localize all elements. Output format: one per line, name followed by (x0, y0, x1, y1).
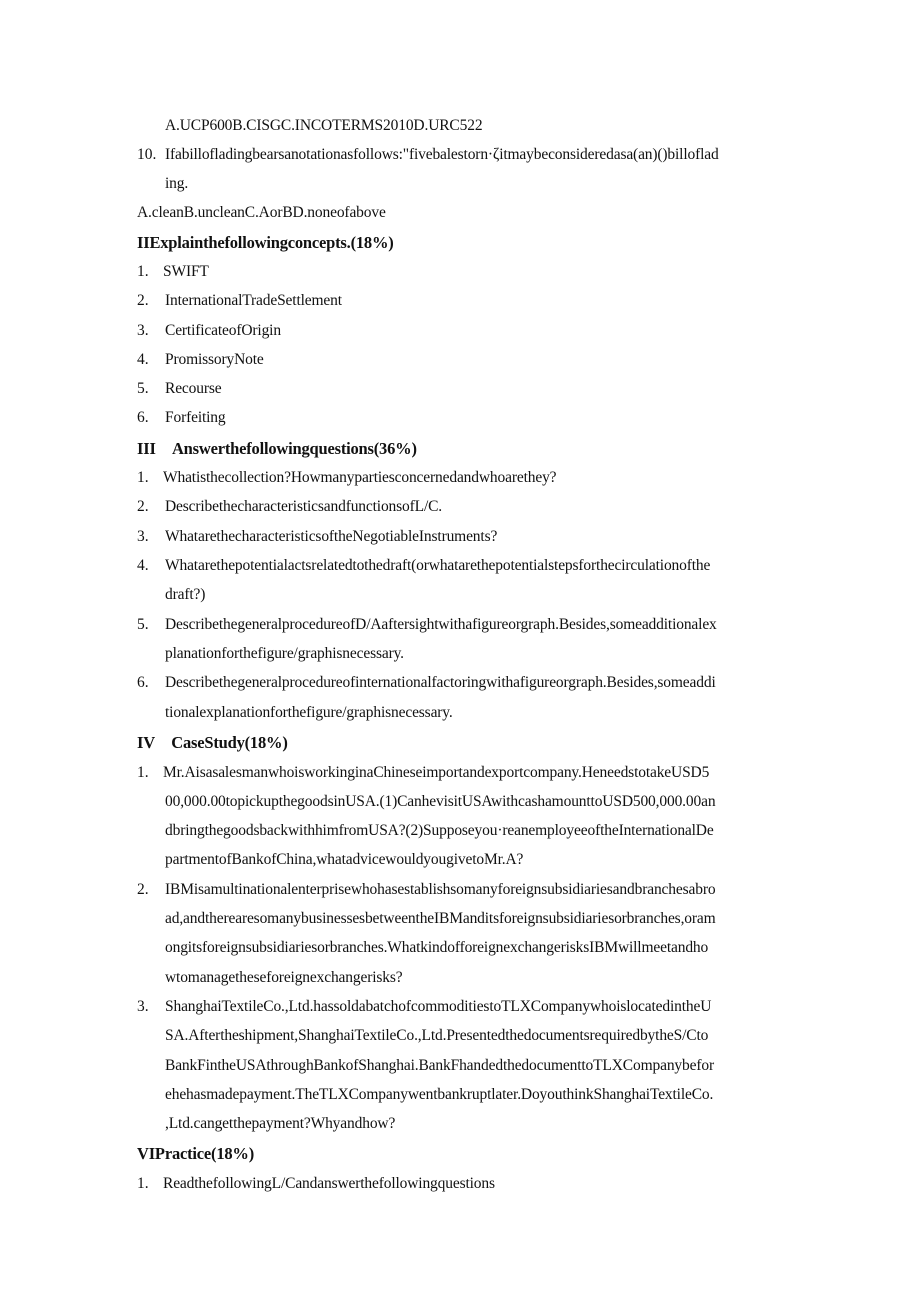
s6-item-1-number: 1. (137, 1175, 149, 1192)
s4-item-2-line-2: ad,andtherearesomanybusinessesbetweentheIBManditsforeignsubsidiariesorbranches,oram (165, 910, 716, 927)
s3-item-1-number: 1. (137, 469, 149, 486)
s2-item-1-text: SWIFT (163, 263, 209, 280)
s3-item-4-line-1: Whatarethepotentialactsrelatedtothedraft(orwhatarethepotentialstepsforthecirculationofthe (165, 557, 711, 574)
s3-item-4-line-2: draft?) (165, 586, 206, 603)
s2-item-4-text: PromissoryNote (165, 351, 264, 368)
s2-item-5-text: Recourse (165, 380, 222, 397)
s3-item-6-number: 6. (137, 674, 149, 691)
s4-item-1-line-1: Mr.AisasalesmanwhoisworkinginaChineseimportandexportcompany.HeneedstotakeUSD5 (163, 764, 710, 781)
section-2-heading: IIExplainthefollowingconcepts.(18%) (137, 233, 394, 252)
s2-item-2-text: InternationalTradeSettlement (165, 292, 342, 309)
s4-item-3-line-2: SA.Aftertheshipment,ShanghaiTextileCo.,Ltd.PresentedthedocumentsrequiredbytheS/Cto (165, 1027, 709, 1044)
s6-item-1-text: ReadthefollowingL/Candanswerthefollowingquestions (163, 1175, 495, 1192)
s3-item-4-number: 4. (137, 557, 149, 574)
s2-item-3-text: CertificateofOrigin (165, 322, 281, 339)
s4-item-3-line-4: ehehasmadepayment.TheTLXCompanywentbankruptlater.DoyouthinkShanghaiTextileCo. (165, 1086, 714, 1103)
s4-item-3-number: 3. (137, 998, 149, 1015)
q10-text-line2: ing. (165, 175, 189, 192)
s4-item-3-line-5: ,Ltd.cangetthepayment?Whyandhow? (165, 1115, 396, 1132)
s4-item-2-line-1: IBMisamultinationalenterprisewhohasestablishsomanyforeignsubsidiariesandbranchesabro (165, 881, 716, 898)
s2-item-6-text: Forfeiting (165, 409, 226, 426)
s4-item-1-line-3: dbringthegoodsbackwithhimfromUSA?(2)Supposeyou·reanemployeeoftheInternationalDe (165, 822, 714, 839)
s3-item-3-number: 3. (137, 528, 149, 545)
s3-item-5-number: 5. (137, 616, 149, 633)
q9-options: A.UCP600B.CISGC.INCOTERMS2010D.URC522 (165, 117, 483, 134)
s2-item-3-number: 3. (137, 322, 149, 339)
s2-item-6-number: 6. (137, 409, 149, 426)
s3-item-2-line-1: DescribethecharacteristicsandfunctionsofL/C. (165, 498, 443, 515)
s2-item-1-number: 1. (137, 263, 149, 280)
s2-item-4-number: 4. (137, 351, 149, 368)
s3-item-5-line-2: planationforthefigure/graphisnecessary. (165, 645, 404, 662)
s3-item-3-line-1: WhatarethecharacteristicsoftheNegotiableInstruments? (165, 528, 498, 545)
s4-item-2-line-4: wtomanagetheseforeignexchangerisks? (165, 969, 403, 986)
s4-item-2-line-3: ongitsforeignsubsidiariesorbranches.WhatkindofforeignexchangerisksIBMwillmeetandho (165, 939, 709, 956)
s2-item-5-number: 5. (137, 380, 149, 397)
s4-item-1-line-4: partmentofBankofChina,whatadvicewouldyougivetoMr.A? (165, 851, 524, 868)
s4-item-3-line-3: BankFintheUSAthroughBankofShanghai.BankFhandedthedocumenttoTLXCompanybefor (165, 1057, 714, 1074)
q10-text-line1: Ifabillofladingbearsanotationasfollows:"fivebalestorn·ζitmaybeconsideredasa(an)()billoflad (165, 146, 719, 163)
s3-item-1-line-1: Whatisthecollection?Howmanypartiesconcernedandwhoarethey? (163, 469, 557, 486)
s3-item-5-line-1: DescribethegeneralprocedureofD/Aaftersightwithafigureorgraph.Besides,someadditionalex (165, 616, 717, 633)
section-6-heading: VIPractice(18%) (137, 1144, 255, 1163)
s4-item-1-line-2: 00,000.00topickupthegoodsinUSA.(1)CanhevisitUSAwithcashamounttoUSD500,000.00an (165, 793, 716, 810)
s3-item-6-line-2: tionalexplanationforthefigure/graphisnecessary. (165, 704, 453, 721)
section-4-heading: IV CaseStudy(18%) (137, 733, 288, 752)
s4-item-2-number: 2. (137, 881, 149, 898)
s3-item-2-number: 2. (137, 498, 149, 515)
s4-item-3-line-1: ShanghaiTextileCo.,Ltd.hassoldabatchofcommoditiestoTLXCompanywhoislocatedintheU (165, 998, 712, 1015)
q10-options: A.cleanB.uncleanC.AorBD.noneofabove (137, 204, 386, 221)
q10-number: 10. (137, 146, 157, 163)
s3-item-6-line-1: Describethegeneralprocedureofinternationalfactoringwithafigureorgraph.Besides,someaddi (165, 674, 716, 691)
section-3-heading: III Answerthefollowingquestions(36%) (137, 439, 417, 458)
s2-item-2-number: 2. (137, 292, 149, 309)
s4-item-1-number: 1. (137, 764, 149, 781)
